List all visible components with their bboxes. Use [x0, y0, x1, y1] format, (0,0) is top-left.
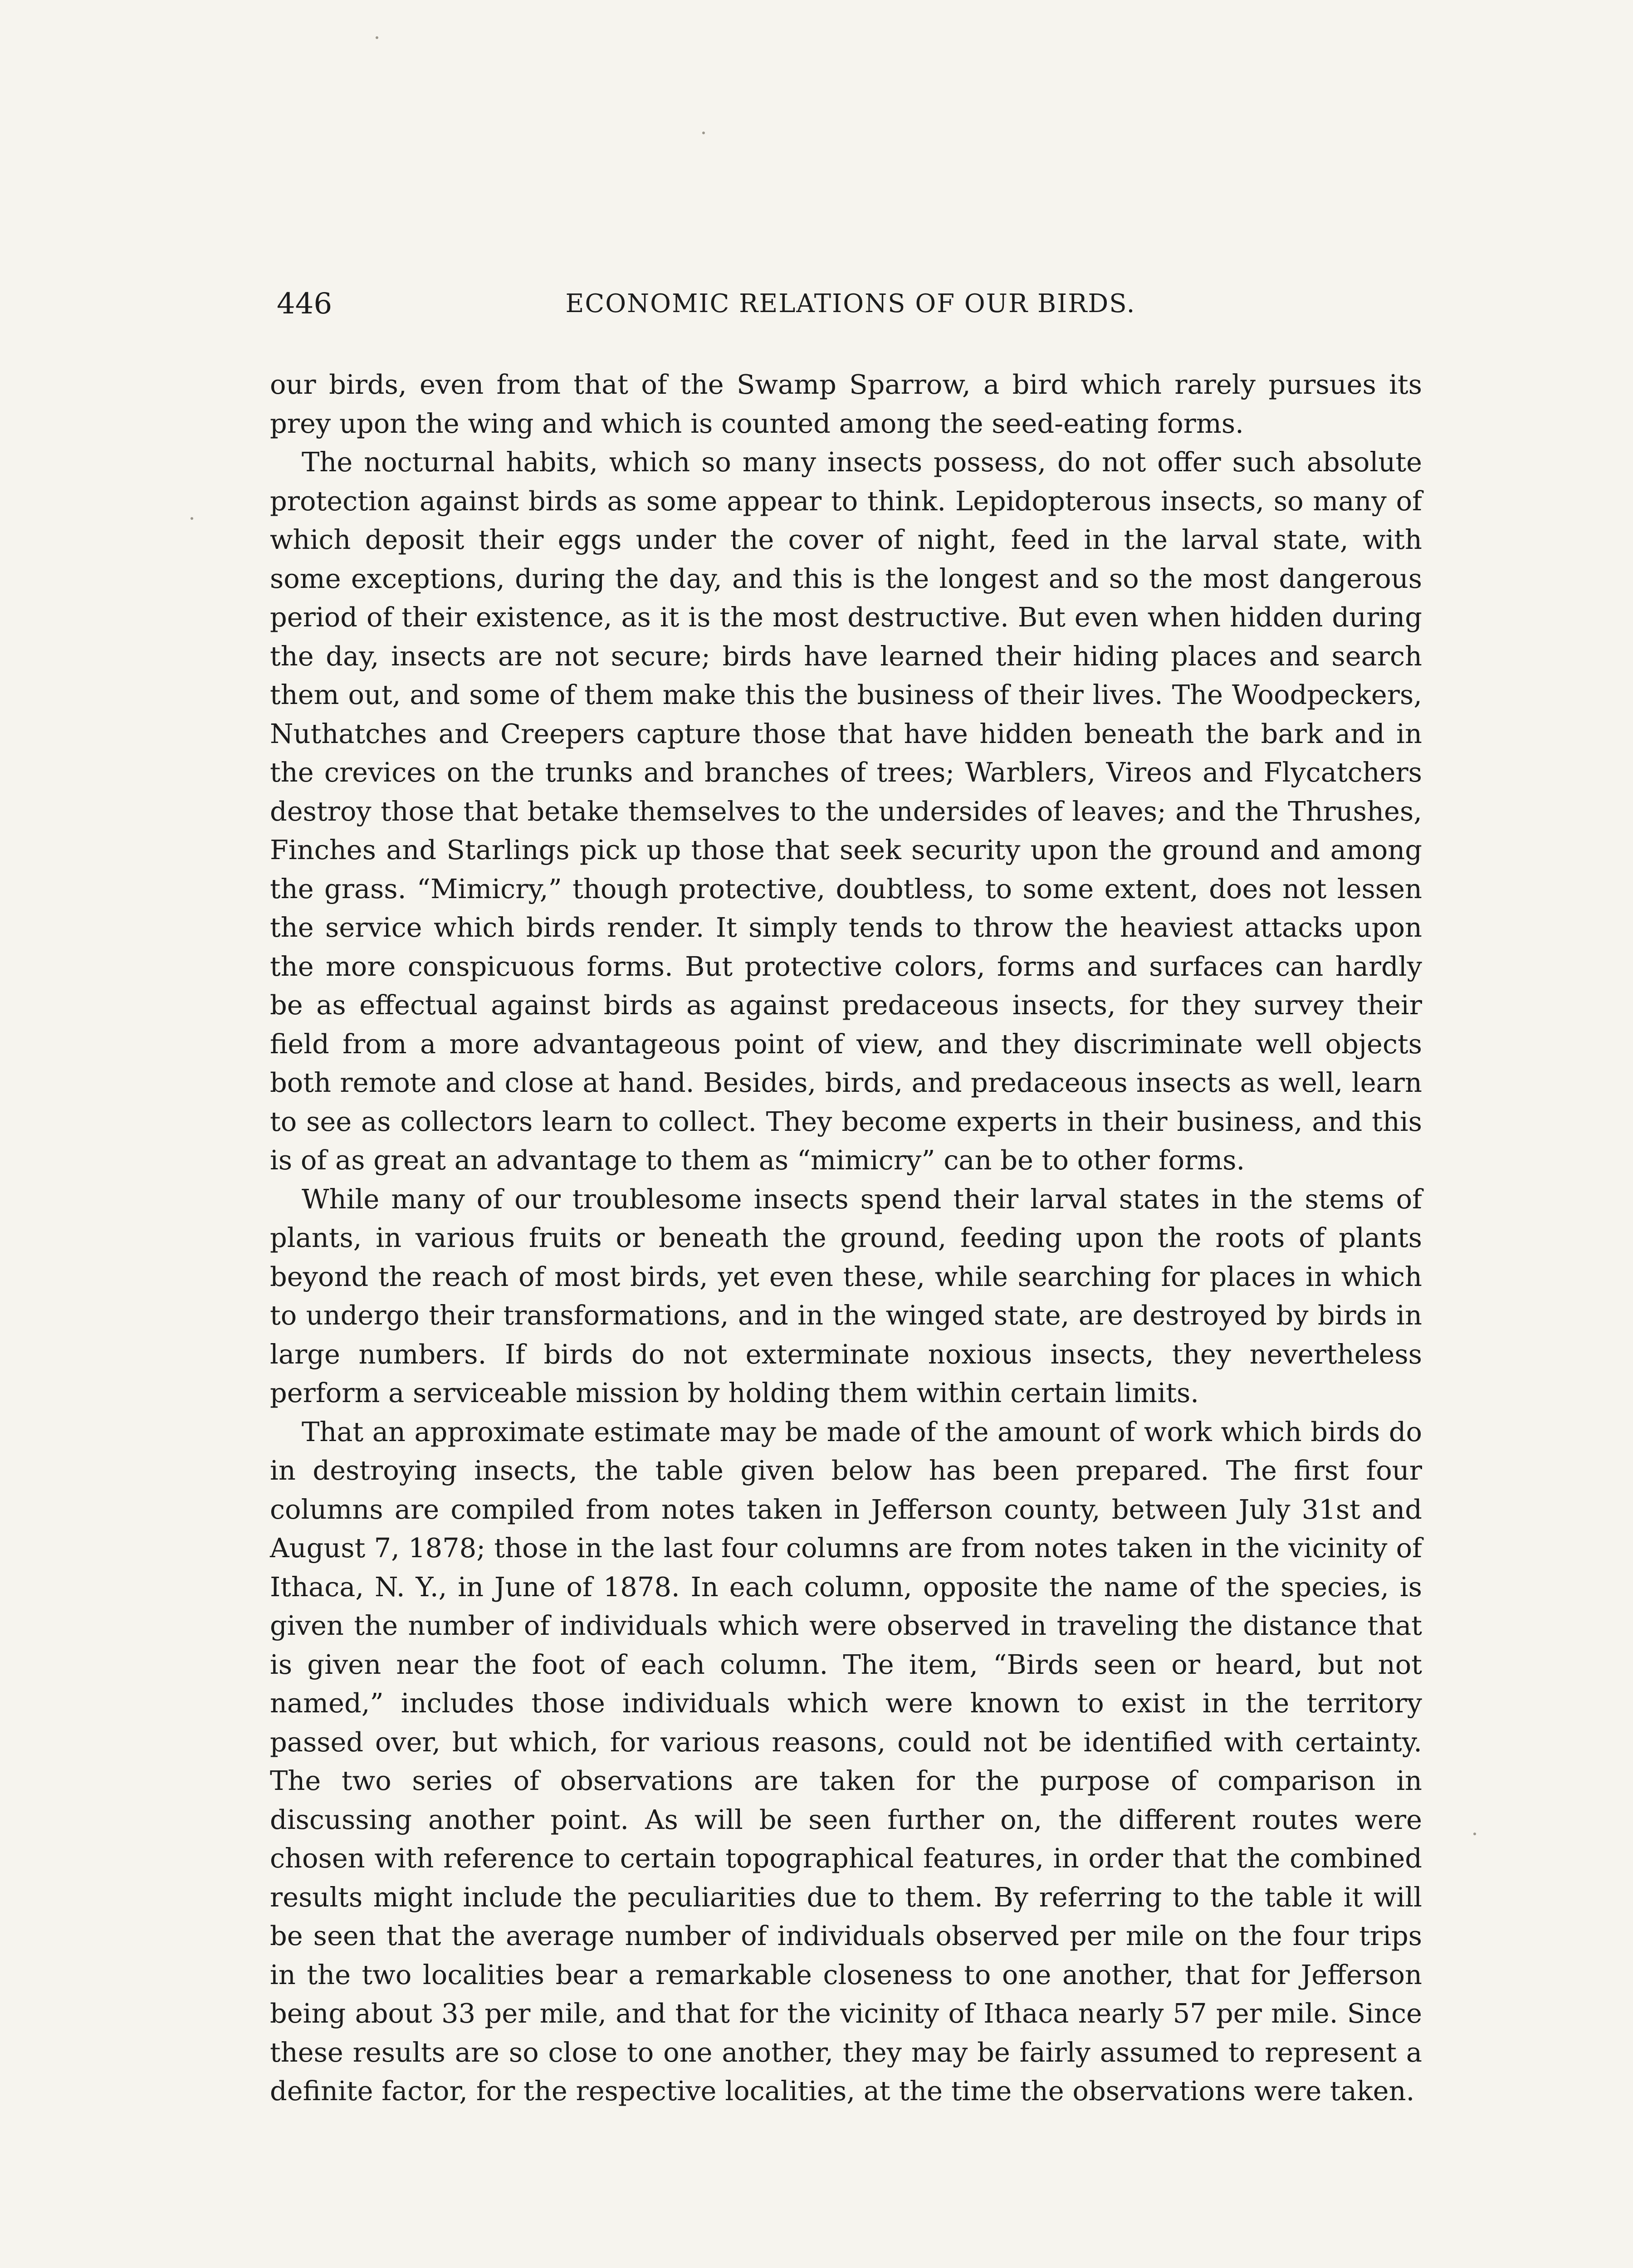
- paper-speck: [376, 36, 378, 39]
- paper-speck: [702, 132, 705, 134]
- paragraph-nocturnal-habits: The nocturnal habits, which so many insects possess, do not offer such absolute protection against birds as some appear to think. Lepidopterous insects, so many of which deposit their eggs under the cover of night, feed in the larval state, with some exceptions, during the day, and this is the longest and so the most dangerous period of their existence, as it is the most destructive. But even when hidden during the day, insects are not secure; birds have learned their hiding places and search them out, and some of them make this the business of their lives. The Woodpeckers, Nuthatches and Creepers capture those that have hidden beneath the bark and in the crevices on the trunks and branches of trees; Warblers, Vireos and Flycatchers destroy those that betake themselves to the undersides of leaves; and the Thrushes, Finches and Starlings pick up those that seek security upon the ground and among the grass. “Mimicry,” though protective, doubtless, to some extent, does not lessen the service which birds render. It simply tends to throw the heaviest attacks upon the more conspicuous forms. But protective colors, forms and surfaces can hardly be as effectual against birds as against predaceous insects, for they survey their field from a more advantageous point of view, and they discriminate well objects both remote and close at hand. Besides, birds, and predaceous insects as well, learn to see as collectors learn to collect. They become experts in their business, and this is of as great an advantage to them as “mimicry” can be to other forms.: [270, 446, 1422, 1176]
- paragraph-continuation: our birds, even from that of the Swamp Sparrow, a bird which rarely pursues its prey upon the wing and which is counted among the seed-eating forms.: [270, 369, 1422, 439]
- running-title: ECONOMIC RELATIONS OF OUR BIRDS.: [565, 289, 1136, 318]
- paper-speck: [1473, 1833, 1476, 1835]
- paper-speck: [191, 517, 193, 520]
- page-header: [277, 286, 1424, 322]
- page-number: 446: [277, 287, 332, 321]
- paragraph-troublesome-insects: While many of our troublesome insects spend their larval states in the stems of plants, in various fruits or beneath the ground, feeding upon the roots of plants beyond the reach of most birds, yet even these, while searching for places in which to undergo their transformations, and in the winged state, are destroyed by birds in large numbers. If birds do not exterminate noxious insects, they nevertheless perform a serviceable mission by holding them within certain limits.: [270, 1183, 1422, 1408]
- body-text: [270, 365, 1422, 2111]
- paragraph-approximate-estimate: That an approximate estimate may be made of the amount of work which birds do in destroying insects, the table given below has been prepared. The first four columns are compiled from notes taken in Jefferson county, between July 31st and August 7, 1878; those in the last four columns are from notes taken in the vicinity of Ithaca, N. Y., in June of 1878. In each column, opposite the name of the species, is given the number of individuals which were observed in traveling the distance that is given near the foot of each column. The item, “Birds seen or heard, but not named,” includes those individuals which were known to exist in the territory passed over, but which, for various reasons, could not be identified with certainty. The two series of observations are taken for the purpose of comparison in discussing another point. As will be seen further on, the different routes were chosen with reference to certain topographical features, in order that the combined results might include the peculiarities due to them. By referring to the table it will be seen that the average number of individuals observed per mile on the four trips in the two localities bear a remarkable closeness to one another, that for Jefferson being about 33 per mile, and that for the vicinity of Ithaca nearly 57 per mile. Since these results are so close to one another, they may be fairly assumed to represent a definite factor, for the respective localities, at the time the observations were taken.: [270, 1416, 1422, 2107]
